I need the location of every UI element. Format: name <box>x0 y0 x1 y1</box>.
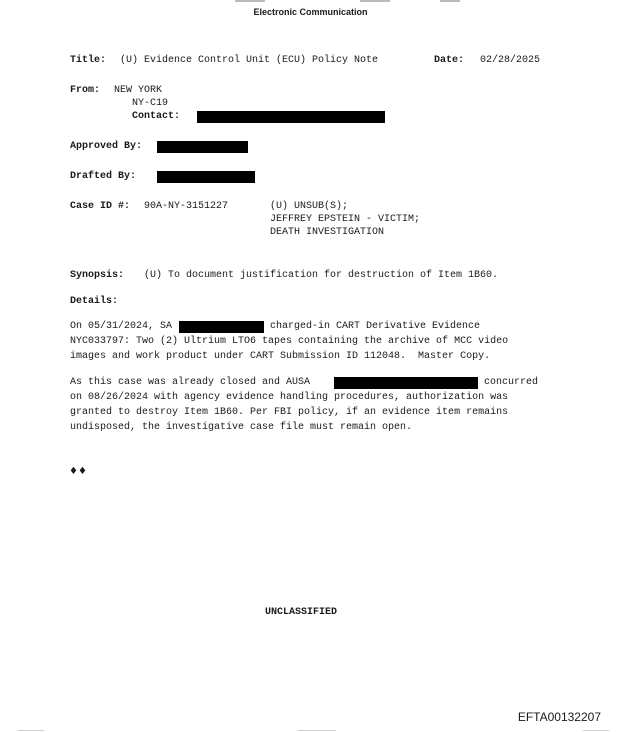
details-p2-line-3: granted to destroy Item 1B60. Per FBI policy, if an evidence item remains <box>70 407 509 418</box>
redaction-ausa-name <box>334 377 478 389</box>
document-type-heading: Electronic Communication <box>253 7 368 17</box>
redaction-contact <box>197 111 385 123</box>
end-of-document-marks: ♦♦ <box>69 466 87 477</box>
details-p2-line-2: on 08/26/2024 with agency evidence handling procedures, authorization was <box>70 392 509 403</box>
redaction-agent-name <box>179 321 264 333</box>
bates-number: EFTA00132207 <box>517 710 601 724</box>
classification-marking: UNCLASSIFIED <box>265 607 338 618</box>
from-office: NEW YORK <box>114 85 163 96</box>
case-id-label: Case ID #: <box>70 201 131 212</box>
redaction-drafted-by <box>157 171 255 183</box>
scan-artifact <box>18 730 44 731</box>
details-p2-line-4: undisposed, the investigative case file must remain open. <box>70 422 413 433</box>
from-squad: NY-C19 <box>132 98 169 109</box>
synopsis-text: (U) To document justification for destruction of Item 1B60. <box>144 270 499 281</box>
redaction-approved-by <box>157 141 248 153</box>
details-label: Details: <box>70 296 119 307</box>
scan-artifact <box>298 730 336 731</box>
details-p1-line-3: images and work product under CART Submission ID 112048. Master Copy. <box>70 351 491 362</box>
case-id-value: 90A-NY-3151227 <box>144 201 229 212</box>
title-value: (U) Evidence Control Unit (ECU) Policy Note <box>120 55 379 66</box>
title-label: Title: <box>70 55 107 66</box>
approved-by-label: Approved By: <box>70 141 143 152</box>
from-label: From: <box>70 85 101 96</box>
synopsis-label: Synopsis: <box>70 270 125 281</box>
case-title-line-2: JEFFREY EPSTEIN - VICTIM; <box>270 214 421 225</box>
contact-label: Contact: <box>132 111 181 122</box>
case-title-line-3: DEATH INVESTIGATION <box>270 227 385 238</box>
scan-artifact <box>583 730 609 731</box>
details-p1-line-2: NYC033797: Two (2) Ultrium LTO6 tapes containing the archive of MCC video <box>70 336 509 347</box>
date-value: 02/28/2025 <box>480 55 541 66</box>
scan-artifact <box>360 0 390 2</box>
details-p2-end: concurred <box>484 377 539 388</box>
details-p2-start: As this case was already closed and AUSA <box>70 377 311 388</box>
date-label: Date: <box>434 55 465 66</box>
scan-artifact <box>440 0 460 2</box>
case-title-line-1: (U) UNSUB(S); <box>270 201 349 212</box>
scan-artifact <box>235 0 265 2</box>
details-p1-start: On 05/31/2024, SA <box>70 321 173 332</box>
drafted-by-label: Drafted By: <box>70 171 137 182</box>
details-p1-end: charged-in CART Derivative Evidence <box>270 321 481 332</box>
